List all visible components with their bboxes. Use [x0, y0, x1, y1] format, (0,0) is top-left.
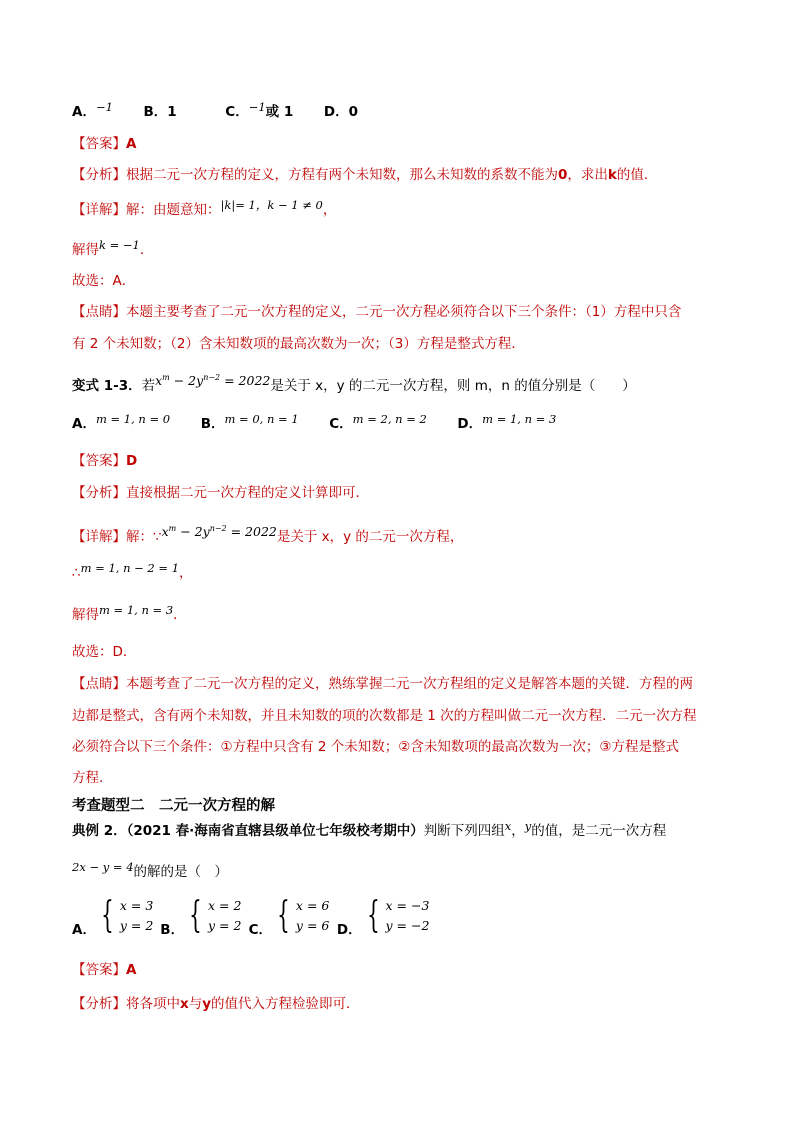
- option-b-value: m = 0, n = 1: [224, 412, 299, 426]
- q1-comment-line1: [72, 302, 681, 322]
- choose-text: 故选：A．: [72, 273, 136, 289]
- stem-var: y: [524, 819, 532, 833]
- q3-answer: [72, 960, 136, 980]
- analysis-tag: 【分析】: [72, 485, 126, 501]
- therefore-math: m = 1, n − 2 = 1: [80, 561, 180, 575]
- brace-icon: {: [101, 895, 114, 936]
- q1-solve: [72, 240, 153, 260]
- analysis-text: 与: [188, 996, 203, 1012]
- system-row: x = 6: [295, 898, 330, 913]
- solve-end: ．: [173, 607, 187, 623]
- analysis-text: 将各项中: [126, 996, 180, 1012]
- q2-therefore: [72, 563, 193, 583]
- detail-tag: 【详解】: [72, 202, 126, 218]
- therefore-symbol: ∴: [72, 565, 81, 581]
- q2-choose: [72, 642, 136, 662]
- analysis-text: 根据二元一次方程的定义，方程有两个未知数，那么未知数的系数不能为: [126, 167, 558, 183]
- stem-math: x: [155, 373, 163, 389]
- q2-comment-line1: [72, 674, 693, 694]
- q2-stem: [72, 373, 636, 396]
- stem-equation: 2x − y = 4: [72, 860, 134, 874]
- option-label: C．: [248, 922, 273, 938]
- answer-tag: 【答案】: [72, 136, 126, 152]
- option-a-label: A．: [72, 416, 96, 432]
- option-d-value: m = 1, n = 3: [482, 412, 557, 426]
- analysis-tag: 【分析】: [72, 167, 126, 183]
- option-d-label: D．: [323, 104, 349, 120]
- answer-value: A: [126, 136, 137, 152]
- q3-analysis: [72, 994, 360, 1014]
- solve-end: ．: [139, 242, 154, 258]
- brace-icon: {: [277, 895, 290, 936]
- q1-comment-line2: [72, 334, 525, 354]
- solve-text: 解得: [72, 607, 99, 623]
- q2-comment-line4: [72, 768, 113, 788]
- analysis-text: ，求出: [567, 167, 608, 183]
- solve-text: 解得: [72, 242, 99, 258]
- comment-text: 方程．: [72, 770, 113, 786]
- analysis-var: x: [180, 996, 189, 1012]
- comment-text: 必须符合以下三个条件：①方程中只含有 2 个未知数；②含未知数项的最高次数为一次；③方程是整式: [72, 739, 679, 755]
- system-row: y = 2: [119, 918, 154, 933]
- option-a: [72, 896, 156, 940]
- option-c-suffix: 或 1: [265, 104, 294, 120]
- analysis-var: y: [202, 996, 212, 1012]
- detail-math-sup: m: [168, 524, 177, 533]
- question-text: 是关于 x，y 的二元一次方程，则 m，n 的值分别是（ ）: [270, 378, 636, 395]
- question-text: 的值，是二元一次方程: [531, 823, 667, 839]
- solve-math: m = 1, n = 3: [99, 603, 174, 617]
- option-label: A．: [72, 922, 96, 938]
- q2-detail: [72, 524, 463, 547]
- solve-math: k = −1: [99, 238, 140, 252]
- equation-system: [96, 896, 153, 936]
- q3-stem-line2: [72, 862, 228, 882]
- question-label: 变式 1-3．: [72, 378, 142, 395]
- q2-answer: [72, 451, 137, 471]
- q3-options-row: [72, 895, 430, 942]
- system-row: x = 2: [208, 898, 242, 913]
- detail-text: 解：由题意知：: [126, 202, 221, 218]
- option-c-label: C．: [225, 104, 249, 120]
- option-b-value: 1: [167, 104, 177, 120]
- option-label: D．: [336, 922, 362, 938]
- answer-value: D: [126, 453, 138, 469]
- comment-text: 本题考查了二元一次方程的定义，熟练掌握二元一次方程组的定义是解答本题的关键．方程的两: [126, 676, 693, 692]
- option-a-value: −1: [95, 100, 113, 114]
- section-title: 考查题型二 二元一次方程的解: [72, 798, 275, 814]
- stem-math-sup: n−2: [203, 373, 221, 382]
- answer-value: A: [126, 962, 137, 978]
- comment-tag: 【点睛】: [72, 676, 126, 692]
- option-d: [336, 895, 430, 940]
- q2-comment-line2: [72, 706, 697, 726]
- answer-tag: 【答案】: [72, 453, 126, 469]
- option-label: B．: [160, 922, 185, 938]
- q1-detail: [72, 200, 336, 220]
- choose-text: 故选：D．: [72, 644, 137, 660]
- analysis-tag: 【分析】: [72, 996, 126, 1012]
- option-b-label: B．: [143, 104, 168, 120]
- analysis-text: 的值代入方程检验即可．: [211, 996, 360, 1012]
- analysis-text: 直接根据二元一次方程的定义计算即可．: [126, 485, 369, 501]
- detail-math-sup: n−2: [209, 524, 227, 533]
- q1-options-row: [72, 102, 358, 122]
- detail-text: ，: [322, 202, 337, 218]
- detail-math: x: [161, 524, 169, 540]
- stem-var: x: [504, 819, 512, 833]
- comment-tag: 【点睛】: [72, 304, 126, 320]
- option-a-label: A．: [72, 104, 96, 120]
- system-row: y = −2: [385, 918, 430, 933]
- comment-text: 本题主要考查了二元一次方程的定义，二元一次方程必须符合以下三个条件：（1）方程中只含: [126, 304, 682, 320]
- option-b-label: B．: [200, 416, 225, 432]
- detail-math: − 2y: [176, 524, 210, 540]
- answer-tag: 【答案】: [72, 962, 126, 978]
- equation-system: [362, 896, 430, 936]
- option-d-value: 0: [348, 104, 358, 120]
- question-text: 判断下列四组: [423, 823, 505, 839]
- brace-icon: {: [366, 895, 380, 936]
- question-label: 典例 2．: [72, 823, 127, 839]
- detail-tag: 【详解】: [72, 529, 126, 546]
- detail-math: = 2022: [226, 524, 277, 540]
- system-row: y = 2: [208, 918, 242, 933]
- option-a-value: m = 1, n = 0: [95, 412, 171, 426]
- question-text: 若: [141, 378, 156, 395]
- question-text: 的解的是（ ）: [133, 864, 229, 880]
- comment-text: 边都是整式，含有两个未知数，并且未知数的项的次数都是 1 次的方程叫做二元一次方程．二元一次方程: [72, 708, 697, 724]
- stem-math: = 2022: [220, 373, 271, 389]
- analysis-bold: 0: [558, 167, 568, 183]
- option-c-label: C．: [329, 416, 353, 432]
- question-text: ，: [511, 823, 525, 839]
- option-c: [249, 896, 333, 940]
- q1-analysis: [72, 165, 657, 185]
- system-row: y = 6: [295, 918, 330, 933]
- detail-text: 解：∵: [126, 529, 162, 546]
- q1-choose: [72, 271, 135, 291]
- stem-math: − 2y: [169, 373, 204, 389]
- detail-math: |k|= 1，k − 1 ≠ 0: [220, 198, 323, 212]
- equation-system: [272, 896, 329, 936]
- q2-options-row: [72, 414, 556, 434]
- option-b: [160, 896, 244, 940]
- analysis-text: 的值．: [616, 167, 658, 183]
- detail-text: 是关于 x，y 的二元一次方程，: [276, 529, 464, 546]
- comment-text: 有 2 个未知数；（2）含未知数项的最高次数为一次；（3）方程是整式方程．: [72, 336, 525, 352]
- analysis-bold: k: [607, 167, 617, 183]
- stem-math-sup: m: [162, 373, 170, 382]
- system-row: x = 3: [119, 898, 154, 913]
- system-row: x = −3: [385, 898, 430, 913]
- q2-solve: [72, 605, 187, 625]
- brace-icon: {: [189, 895, 202, 936]
- q3-stem-line1: [72, 821, 666, 841]
- option-d-label: D．: [457, 416, 483, 432]
- q2-comment-line3: [72, 737, 679, 757]
- option-c-value: −1: [248, 100, 266, 114]
- question-source: （2021 春·海南省直辖县级单位七年级校考期中）: [126, 823, 424, 839]
- q2-analysis: [72, 483, 369, 503]
- option-c-value: m = 2, n = 2: [352, 412, 427, 426]
- equation-system: [184, 896, 241, 936]
- q1-answer: [72, 134, 136, 154]
- therefore-end: ，: [179, 565, 193, 581]
